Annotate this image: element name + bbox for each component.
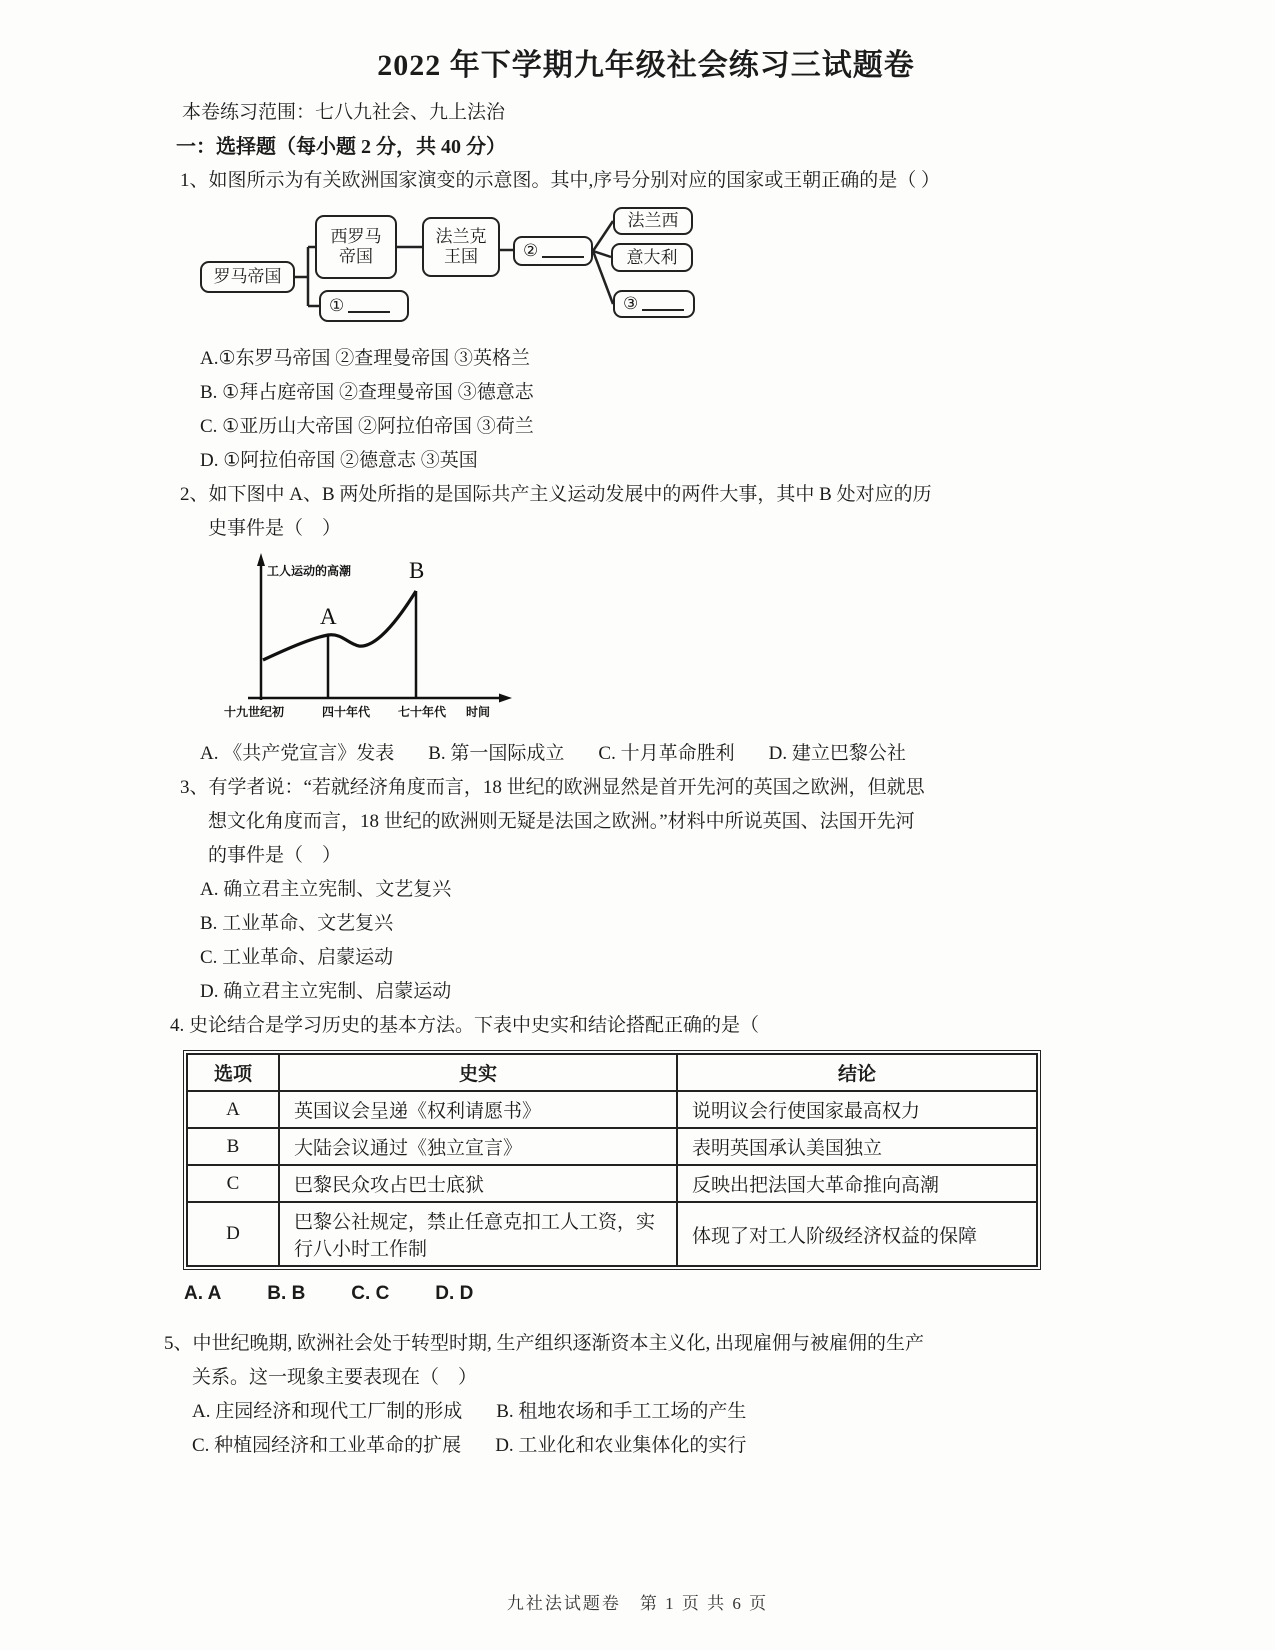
cell-fact: 大陆会议通过《独立宣言》 xyxy=(279,1128,677,1165)
table-row xyxy=(187,1128,1037,1165)
q5-options-row-1 xyxy=(192,1395,1180,1429)
q4-stem: 4. 史论结合是学习历史的基本方法。下表中史实和结论搭配正确的是（ xyxy=(170,1015,760,1036)
q2-option-a: A. 《共产党宣言》发表 xyxy=(200,743,395,764)
q2-options xyxy=(200,737,1180,771)
q5-stem-line-1: 5、中世纪晚期, 欧洲社会处于转型时期, 生产组织逐渐资本主义化, 出现雇佣与被雇佣的生产 xyxy=(164,1333,925,1354)
q1-option-c: C. ①亚历山大帝国 ②阿拉伯帝国 ③荷兰 xyxy=(200,416,534,437)
header-cell-conclusion: 结论 xyxy=(677,1054,1037,1091)
cell-option: B xyxy=(187,1128,279,1165)
diagram-node-italy xyxy=(611,243,693,272)
y-axis-arrow xyxy=(257,553,265,566)
q1-option-d: D. ①阿拉伯帝国 ②德意志 ③英国 xyxy=(200,450,478,471)
diagram-node-frankish-kingdom xyxy=(422,217,500,277)
table-row xyxy=(187,1091,1037,1128)
chart-point-a-label: A xyxy=(320,604,337,629)
q4-options xyxy=(184,1277,1180,1311)
q3-stem xyxy=(170,771,1180,873)
page-footer: 九社法试题卷 第 1 页 共 6 页 xyxy=(506,1594,769,1613)
diagram-node-label: 王国 xyxy=(444,247,478,266)
q5-options-row-2 xyxy=(192,1429,1180,1463)
question-3 xyxy=(170,771,1180,1009)
q5-option-d: D. 工业化和农业集体化的实行 xyxy=(495,1435,747,1456)
q5-option-b: B. 租地农场和手工工场的产生 xyxy=(496,1401,747,1422)
q5-options xyxy=(192,1395,1180,1463)
diagram-node-label: 帝国 xyxy=(339,247,373,266)
x-tick-time: 时间 xyxy=(465,705,491,719)
diagram-node-france xyxy=(613,207,693,235)
q1-stem: 1、如图所示为有关欧洲国家演变的示意图。其中,序号分别对应的国家或王朝正确的是（ ） xyxy=(180,170,941,191)
chart-guide-lines xyxy=(328,591,416,698)
cell-conclusion: 说明议会行使国家最高权力 xyxy=(677,1091,1037,1128)
q2-workers-movement-chart xyxy=(206,550,536,728)
q4-option-d: D. D xyxy=(435,1283,474,1304)
table-row xyxy=(187,1165,1037,1202)
q4-option-a: A. A xyxy=(184,1283,222,1304)
scope-note: 本卷练习范围：七八九社会、九上法治 xyxy=(182,102,506,123)
cell-fact: 巴黎公社规定，禁止任意克扣工人工资，实行八小时工作制 xyxy=(279,1202,677,1266)
q1-options xyxy=(200,342,1180,478)
q2-option-b: B. 第一国际成立 xyxy=(428,743,565,764)
q4-fact-conclusion-table xyxy=(186,1053,1038,1267)
table-header-row xyxy=(187,1054,1037,1091)
q3-option-a: A. 确立君主立宪制、文艺复兴 xyxy=(200,879,452,900)
diagram-node-blank-2 xyxy=(513,236,593,266)
q3-option-b: B. 工业革命、文艺复兴 xyxy=(200,913,394,934)
x-tick-seventies: 七十年代 xyxy=(397,705,447,719)
cell-fact: 英国议会呈递《权利请愿书》 xyxy=(279,1091,677,1128)
blank-underline xyxy=(542,244,584,258)
diagram-node-label: ① xyxy=(329,296,345,315)
cell-option: D xyxy=(187,1202,279,1266)
diagram-node-blank-3 xyxy=(613,290,695,318)
q4-option-b: B. B xyxy=(267,1283,306,1304)
diagram-node-label: 罗马帝国 xyxy=(213,267,282,286)
q2-option-d: D. 建立巴黎公社 xyxy=(768,743,906,764)
q3-stem-line-3: 的事件是（ ） xyxy=(208,845,342,866)
q3-option-c: C. 工业革命、启蒙运动 xyxy=(200,947,394,968)
chart-y-axis-label: 工人运动的高潮 xyxy=(267,564,352,578)
q3-option-d: D. 确立君主立宪制、启蒙运动 xyxy=(200,981,452,1002)
x-tick-forties: 四十年代 xyxy=(321,705,371,719)
question-2 xyxy=(170,478,1180,771)
q1-evolution-diagram xyxy=(200,206,708,330)
cell-fact: 巴黎民众攻占巴士底狱 xyxy=(279,1165,677,1202)
cell-option: A xyxy=(187,1091,279,1128)
diagram-node-label: ③ xyxy=(623,294,639,313)
q3-stem-line-2: 想文化角度而言，18 世纪的欧洲则无疑是法国之欧洲。”材料中所说英国、法国开先河 xyxy=(208,811,915,832)
diagram-node-roman-empire xyxy=(200,261,295,293)
diagram-node-blank-1 xyxy=(319,290,409,322)
table-row xyxy=(187,1202,1037,1266)
q4-option-c: C. C xyxy=(351,1283,390,1304)
diagram-node-label: ② xyxy=(523,241,539,260)
chart-axes xyxy=(248,562,500,700)
section-heading: 一：选择题（每小题 2 分，共 40 分） xyxy=(176,136,506,158)
blank-underline xyxy=(642,297,684,311)
diagram-node-label: 意大利 xyxy=(626,247,678,267)
diagram-node-label: 西罗马 xyxy=(330,227,382,246)
header-cell-option: 选项 xyxy=(187,1054,279,1091)
q1-option-a: A.①东罗马帝国 ②查理曼帝国 ③英格兰 xyxy=(200,348,531,369)
q5-stem-line-2: 关系。这一现象主要表现在（ ） xyxy=(192,1367,478,1388)
blank-underline xyxy=(348,299,390,313)
q5-stem xyxy=(164,1327,1180,1395)
q5-option-c: C. 种植园经济和工业革命的扩展 xyxy=(192,1435,462,1456)
header-cell-fact: 史实 xyxy=(279,1054,677,1091)
question-4 xyxy=(170,1009,1180,1311)
q1-option-b: B. ①拜占庭帝国 ②查理曼帝国 ③德意志 xyxy=(200,382,534,403)
q2-option-c: C. 十月革命胜利 xyxy=(598,743,735,764)
q3-stem-line-1: 3、有学者说：“若就经济角度而言，18 世纪的欧洲显然是首开先河的英国之欧洲，但就思 xyxy=(180,777,925,798)
diagram-node-label: 法兰克 xyxy=(435,227,487,246)
x-tick-early-19th: 十九世纪初 xyxy=(223,705,285,719)
q2-stem-line-1: 2、如下图中 A、B 两处所指的是国际共产主义运动发展中的两件大事，其中 B 处对应的历 xyxy=(180,484,932,505)
q2-stem xyxy=(170,478,1180,546)
cell-conclusion: 体现了对工人阶级经济权益的保障 xyxy=(677,1202,1037,1266)
diagram-node-west-roman-empire xyxy=(315,215,397,279)
chart-curve xyxy=(263,591,416,660)
page-title: 2022 年下学期九年级社会练习三试题卷 xyxy=(377,49,915,82)
cell-conclusion: 反映出把法国大革命推向高潮 xyxy=(677,1165,1037,1202)
q5-option-a: A. 庄园经济和现代工厂制的形成 xyxy=(192,1401,463,1422)
cell-option: C xyxy=(187,1165,279,1202)
cell-conclusion: 表明英国承认美国独立 xyxy=(677,1128,1037,1165)
q3-options xyxy=(200,873,1180,1009)
diagram-node-label: 法兰西 xyxy=(627,211,679,230)
x-axis-arrow xyxy=(499,694,512,703)
q2-stem-line-2: 史事件是（ ） xyxy=(208,518,342,539)
chart-point-b-label: B xyxy=(409,558,425,583)
question-1 xyxy=(170,164,1180,478)
question-5 xyxy=(164,1327,1180,1463)
